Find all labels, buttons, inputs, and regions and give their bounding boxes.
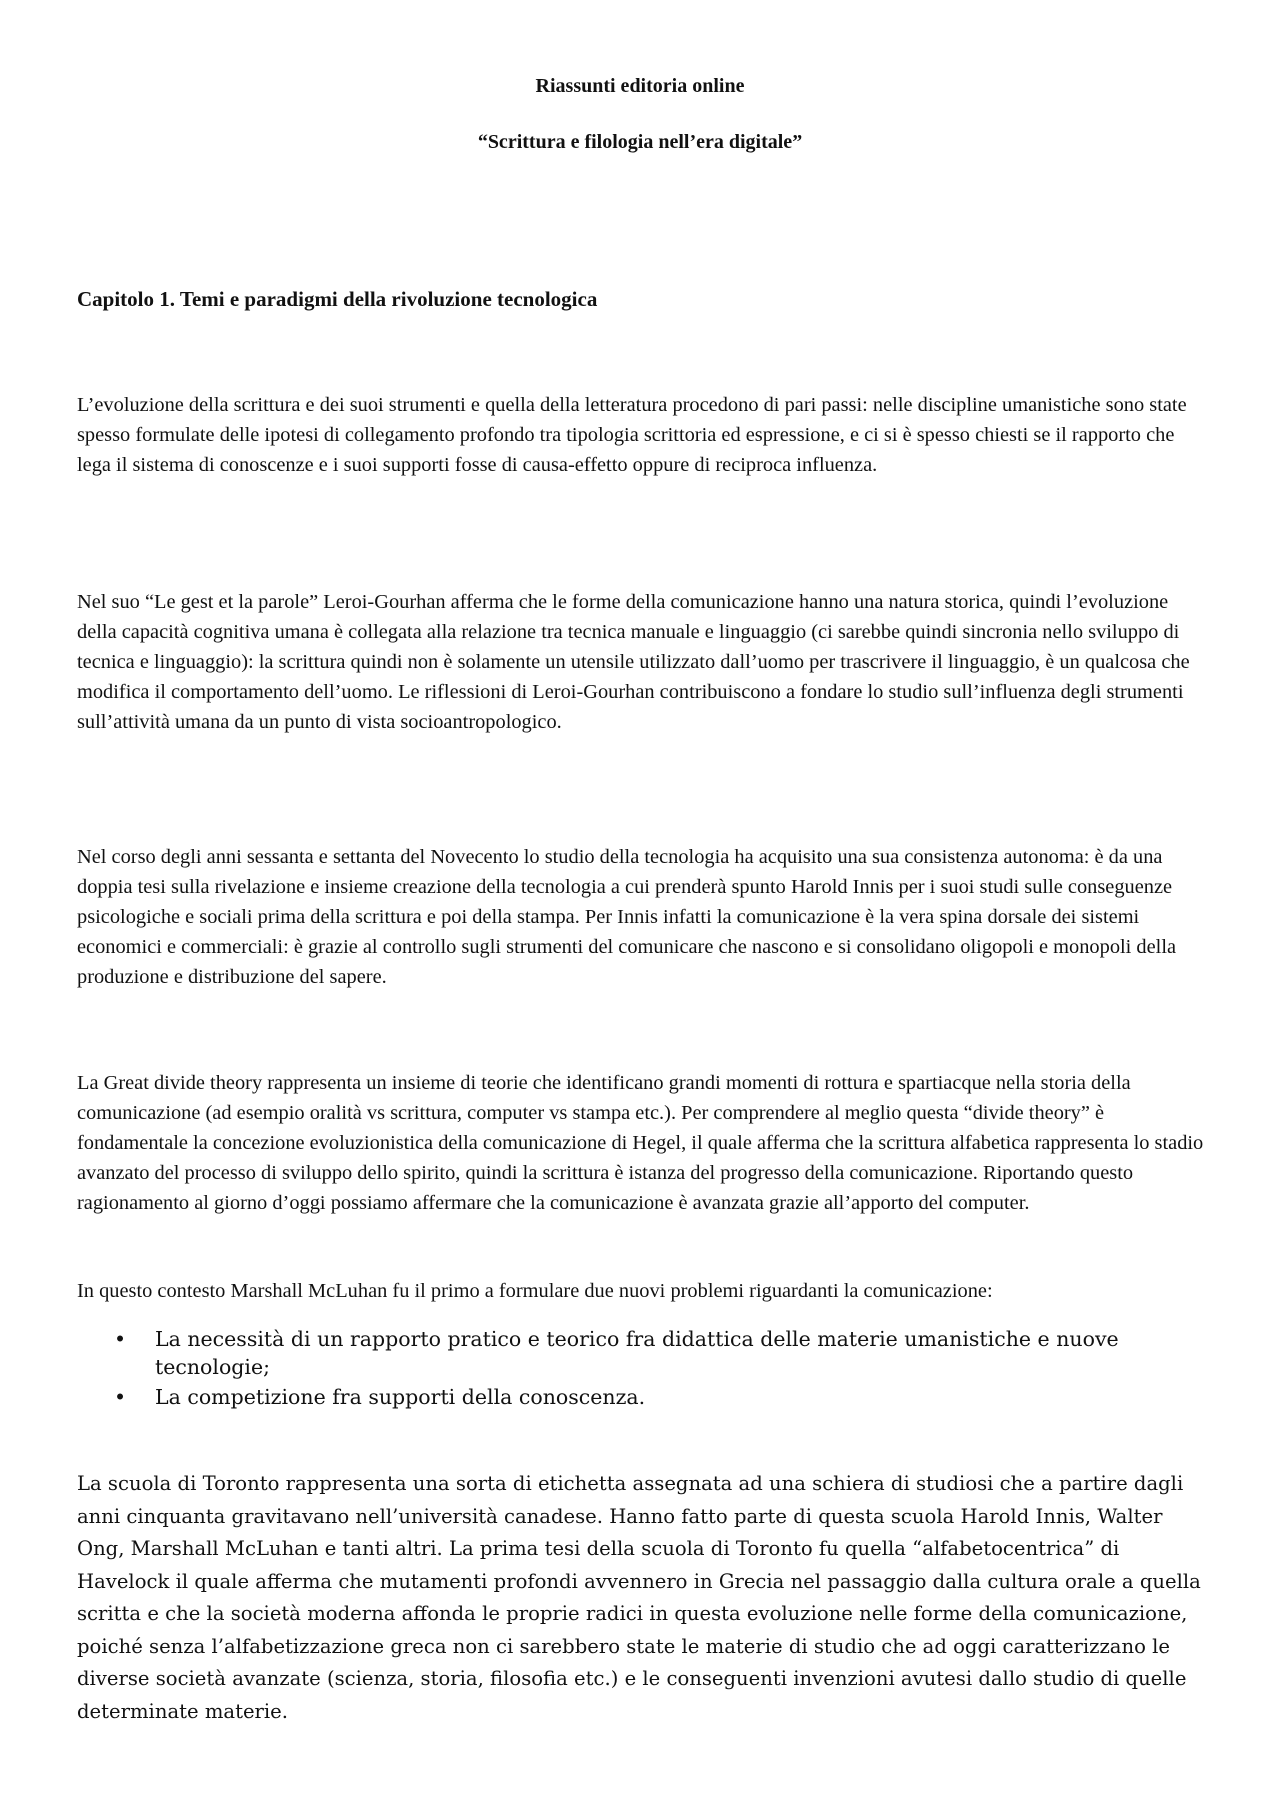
bullet-icon: • [114,1385,127,1409]
chapter-heading: Capitolo 1. Temi e paradigmi della rivoluzione tecnologica [77,287,598,311]
paragraph-leroi-gourhan: Nel suo “Le gest et la parole” Leroi-Gourhan afferma che le forme della comunicazione hanno una natura storica, quindi l’evoluzione della capacità cognitiva umana è collegata alla relazione tra tecnica manuale e linguaggio (ci sarebbe quindi sincronia nello sviluppo di tecnica e linguaggio): la scrittura quindi non è solamente un utensile utilizzato dall’uomo per trascrivere il linguaggio, è un qualcosa che modifica il comportamento dell’uomo. Le riflessioni di Leroi-Gourhan contribuiscono a fondare lo studio sull’influenza degli strumenti sull’attività umana da un punto di vista socioantropologico. [77,591,1190,733]
bullet-list [77,1325,1137,1413]
document-subtitle: “Scrittura e filologia nell’era digitale” [477,131,803,153]
paragraph-scuola-toronto: La scuola di Toronto rappresenta una sorta di etichetta assegnata ad una schiera di studiosi che a partire dagli anni cinquanta gravitavano nell’università canadese. Hanno fatto parte di questa scuola Harold Innis, Walter Ong, Marshall McLuhan e tanti altri. La prima tesi della scuola di Toronto fu quella “alfabetocentrica” di Havelock il quale afferma che mutamenti profondi avvennero in Grecia nel passaggio dalla cultura orale a quella scritta e che la società moderna affonda le proprie radici in questa evoluzione nelle forme della comunicazione, poiché senza l’alfabetizzazione greca non ci sarebbero state le materie di studio che ad oggi caratterizzano le diverse società avanzate (scienza, storia, filosofia etc.) e le conseguenti invenzioni avutesi dallo studio di quelle determinate materie. [77,1472,1201,1723]
list-item-text: La competizione fra supporti della conoscenza. [155,1385,646,1409]
paragraph-mcluhan-intro: In questo contesto Marshall McLuhan fu il primo a formulare due nuovi problemi riguardanti la comunicazione: [77,1280,993,1302]
bullet-icon: • [114,1327,127,1351]
list-item [77,1325,1137,1381]
list-item-text: La necessità di un rapporto pratico e teorico fra didattica delle materie umanistiche e nuove tecnologie; [155,1327,1119,1379]
list-item [77,1383,1137,1411]
paragraph-evoluzione-scrittura: L’evoluzione della scrittura e dei suoi strumenti e quella della letteratura procedono di pari passi: nelle discipline umanistiche sono state spesso formulate delle ipotesi di collegamento profondo tra tipologia scrittoria ed espressione, e ci si è spesso chiesti se il rapporto che lega il sistema di conoscenze e i suoi supporti fosse di causa-effetto oppure di reciproca influenza. [77,394,1187,476]
paragraph-harold-innis: Nel corso degli anni sessanta e settanta del Novecento lo studio della tecnologia ha acquisito una sua consistenza autonoma: è da una doppia tesi sulla rivelazione e insieme creazione della tecnologia a cui prenderà spunto Harold Innis per i suoi studi sulle conseguenze psicologiche e sociali prima della scrittura e poi della stampa. Per Innis infatti la comunicazione è la vera spina dorsale dei sistemi economici e commerciali: è grazie al controllo sugli strumenti del comunicare che nascono e si consolidano oligopoli e monopoli della produzione e distribuzione del sapere. [77,846,1177,988]
paragraph-great-divide-theory: La Great divide theory rappresenta un insieme di teorie che identificano grandi momenti di rottura e spartiacque nella storia della comunicazione (ad esempio oralità vs scrittura, computer vs stampa etc.). Per comprendere al meglio questa “divide theory” è fondamentale la concezione evoluzionistica della comunicazione di Hegel, il quale afferma che la scrittura alfabetica rappresenta lo stadio avanzato del processo di sviluppo dello spirito, quindi la scrittura è istanza del progresso della comunicazione. Riportando questo ragionamento al giorno d’oggi possiamo affermare che la comunicazione è avanzata grazie all’apporto del computer. [77,1072,1204,1214]
document-title: Riassunti editoria online [535,75,745,97]
